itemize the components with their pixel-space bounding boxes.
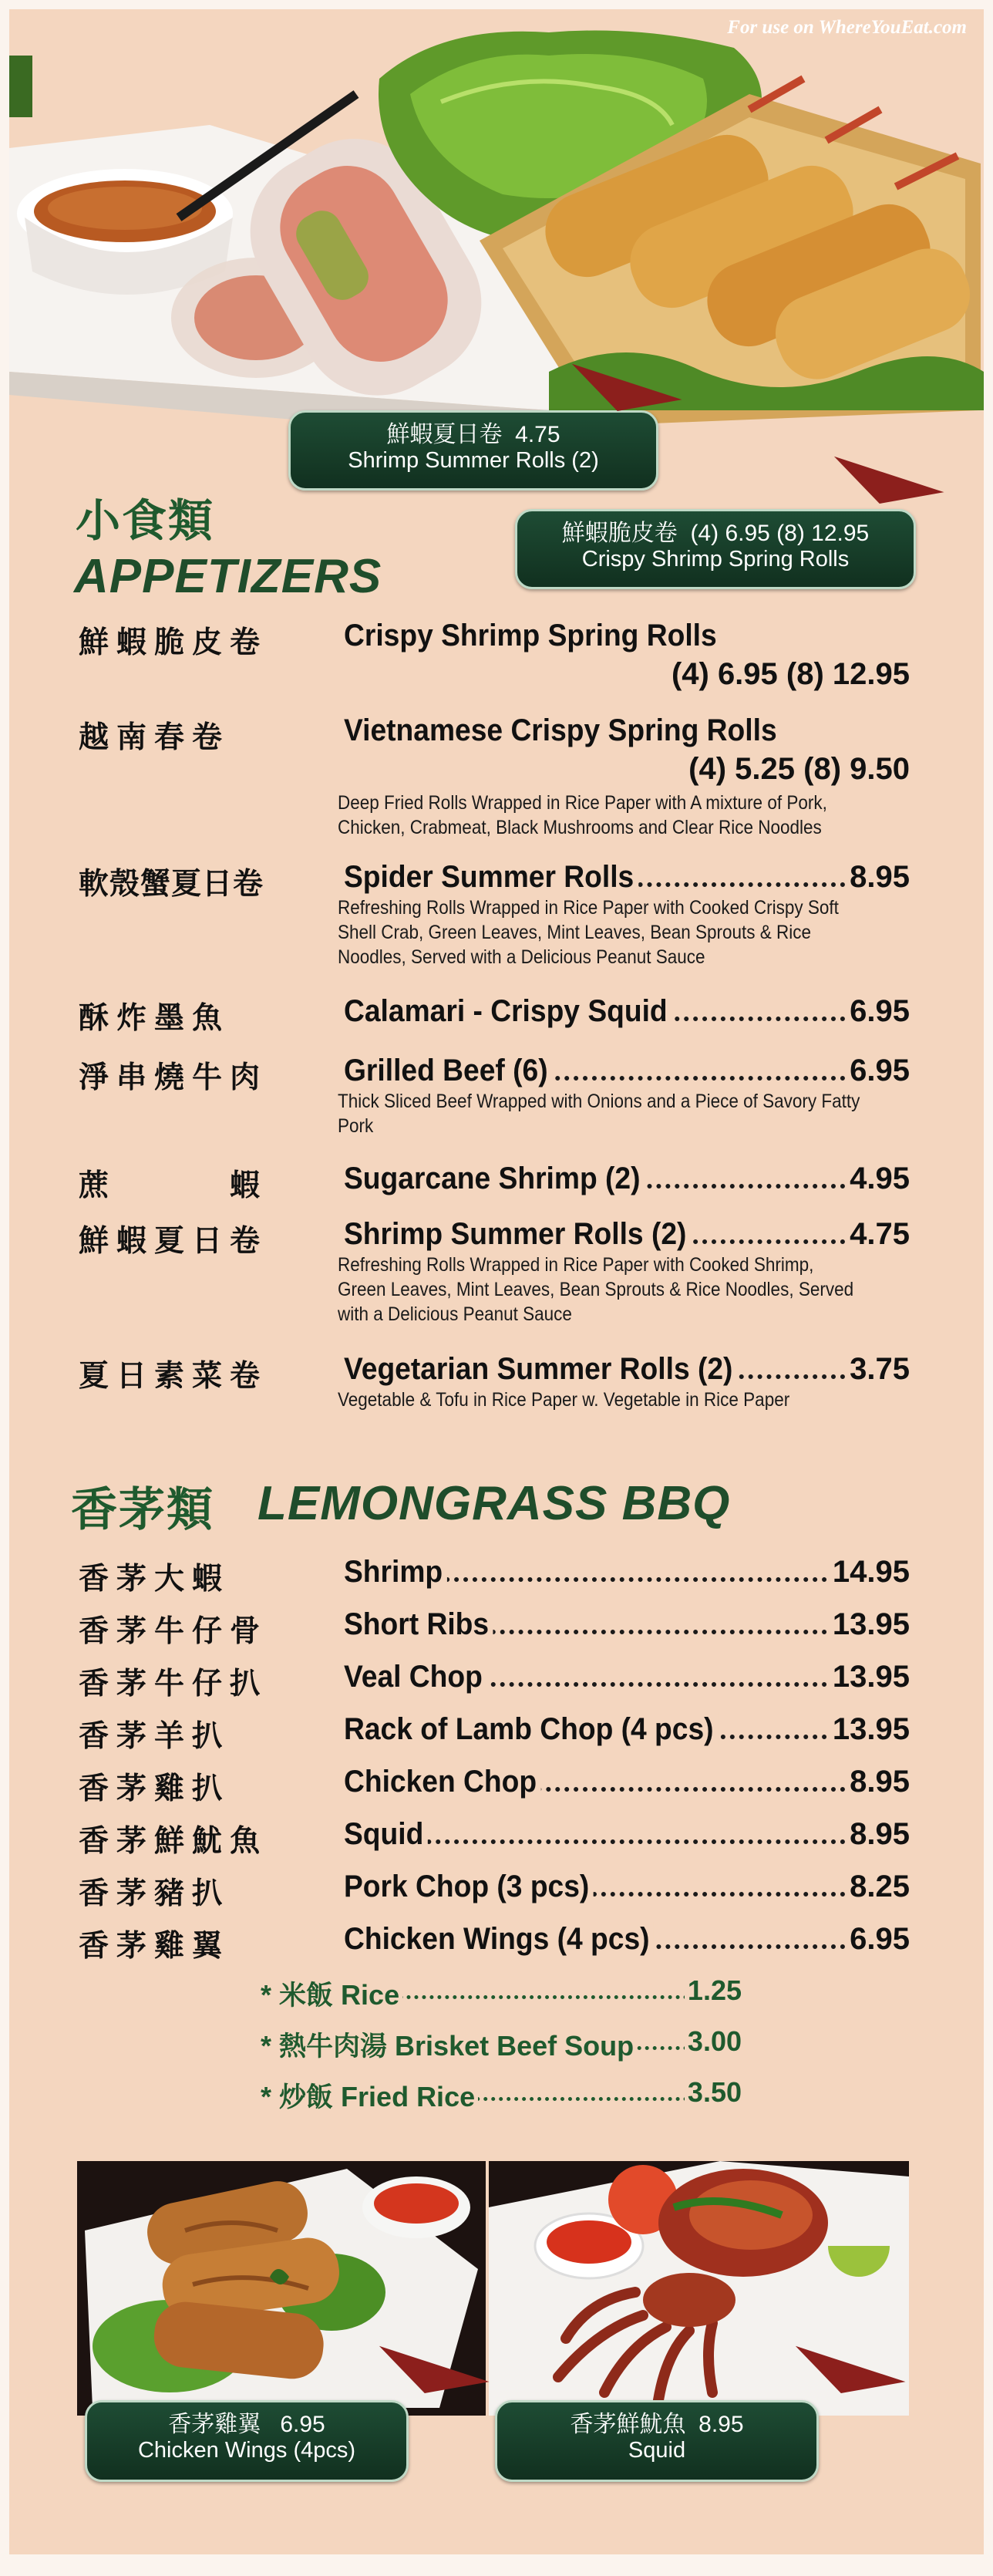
item-cn: 香茅大蝦 [79, 1562, 231, 1597]
item-name: Shrimp [344, 1555, 447, 1590]
item-cn: 鮮蝦脆皮卷 [79, 625, 268, 660]
item-price: 14.95 [828, 1555, 910, 1590]
item-cn: 酥炸墨魚 [79, 1001, 231, 1036]
label-price: 6.95 [280, 2412, 325, 2437]
item-price: 3.75 [845, 1352, 910, 1387]
side-cn: 炒飯 [279, 2082, 334, 2113]
item-description: Thick Sliced Beef Wrapped with Onions and a Piece of Savory Fatty Pork [338, 1091, 860, 1137]
photo-label-spring-rolls [515, 509, 916, 589]
item-price: 13.95 [828, 1712, 910, 1747]
item-price: 8.95 [845, 1765, 910, 1799]
item-price: 6.95 [845, 1922, 910, 1957]
lemongrass-title-cn: 香茅類 [71, 1483, 214, 1537]
item-cn: 軟殼蟹夏日卷 [79, 867, 264, 902]
photo-label-chicken-wings [85, 2400, 409, 2482]
item-name: Vegetarian Summer Rolls (2) [344, 1352, 737, 1387]
label-cn: 香茅鮮魷魚 [570, 2412, 686, 2437]
item-name: Crispy Shrimp Spring Rolls [344, 619, 721, 653]
watermark: For use on WhereYouEat.com [727, 17, 967, 38]
menu-page [9, 9, 984, 2554]
item-description: Deep Fried Rolls Wrapped in Rice Paper with A mixture of Pork, Chicken, Crabmeat, Black Mushrooms and Clear Rice Noodles [338, 792, 827, 838]
side-price: 3.00 [685, 2025, 742, 2058]
item-name: Calamari - Crispy Squid [344, 994, 672, 1029]
item-name: Chicken Chop [344, 1765, 541, 1799]
side-name: Fried Rice [341, 2081, 476, 2112]
side-item: * 米飯 Rice 1.25 [261, 1974, 742, 2011]
label-en: Chicken Wings (4pcs) [137, 2438, 356, 2463]
item-cn: 鮮蝦夏日卷 [79, 1224, 268, 1259]
item-price: 4.75 [845, 1217, 910, 1252]
item-cn: 香茅牛仔扒 [79, 1667, 268, 1701]
item-cn: 香茅豬扒 [79, 1876, 231, 1911]
label-price: 4.75 [515, 422, 560, 447]
side-item: * 熱牛肉湯 Brisket Beef Soup 3.00 [261, 2025, 742, 2062]
side-item: * 炒飯 Fried Rice 3.50 [261, 2076, 742, 2113]
appetizers-title-en: APPETIZERS [74, 550, 382, 603]
item-description: Vegetable & Tofu in Rice Paper w. Vegetable in Rice Paper [338, 1389, 790, 1411]
item-cn: 香茅牛仔骨 [79, 1614, 268, 1649]
item-price: (4) 5.25 (8) 9.50 [688, 752, 910, 786]
item-name: Sugarcane Shrimp (2) [344, 1162, 645, 1196]
label-cn: 鮮蝦脆皮卷 [561, 521, 678, 546]
item-cn: 夏日素菜卷 [79, 1359, 268, 1394]
item-price: 8.95 [845, 860, 910, 895]
side-price: 1.25 [685, 1974, 742, 2007]
item-cn: 越南春卷 [79, 720, 231, 755]
side-price: 3.50 [685, 2076, 742, 2109]
item-cn: 香茅雞翼 [79, 1929, 231, 1964]
item-price: (4) 6.95 (8) 12.95 [671, 657, 910, 691]
label-en: Squid [628, 2438, 686, 2463]
photo-label-squid [495, 2400, 819, 2482]
label-cn: 鮮蝦夏日卷 [386, 422, 503, 447]
label-price: 8.95 [698, 2412, 744, 2437]
item-cn: 香茅鮮魷魚 [79, 1824, 268, 1859]
item-name: Chicken Wings (4 pcs) [344, 1922, 654, 1957]
item-description: Refreshing Rolls Wrapped in Rice Paper with Cooked Shrimp, Green Leaves, Mint Leaves, Bean Sprouts & Rice Noodles, Served with a Delicious Peanut Sauce [338, 1254, 854, 1325]
side-cn: 熱牛肉湯 [279, 2031, 388, 2062]
side-name: Brisket Beef Soup [395, 2030, 635, 2062]
item-price: 13.95 [828, 1660, 910, 1694]
photo-label-summer-rolls [288, 410, 658, 491]
side-cn: 米飯 [279, 1981, 334, 2011]
lemongrass-title-en: LEMONGRASS BBQ [258, 1477, 731, 1530]
label-en: Crispy Shrimp Spring Rolls [581, 547, 850, 572]
appetizer-photo [9, 9, 984, 480]
item-price: 8.95 [845, 1817, 910, 1852]
item-name: Short Ribs [344, 1607, 493, 1642]
item-cn: 蔗 蝦 [79, 1168, 268, 1203]
item-price: 8.25 [845, 1870, 910, 1904]
item-name: Rack of Lamb Chop (4 pcs) [344, 1712, 718, 1747]
item-name: Shrimp Summer Rolls (2) [344, 1217, 691, 1252]
item-name: Vietnamese Crispy Spring Rolls [344, 713, 781, 748]
label-price: (4) 6.95 (8) 12.95 [690, 521, 870, 546]
item-name: Grilled Beef (6) [344, 1054, 552, 1088]
item-cn: 淨串燒牛肉 [79, 1060, 268, 1095]
side-name: Rice [341, 1979, 400, 2011]
item-price: 6.95 [845, 1054, 910, 1088]
item-name: Pork Chop (3 pcs) [344, 1870, 594, 1904]
item-price: 13.95 [828, 1607, 910, 1642]
item-price: 4.95 [845, 1162, 910, 1196]
item-name: Veal Chop [344, 1660, 486, 1694]
label-cn: 香茅雞翼 [168, 2412, 261, 2437]
item-name: Squid [344, 1817, 428, 1852]
item-name: Spider Summer Rolls [344, 860, 638, 895]
item-cn: 香茅雞扒 [79, 1772, 231, 1806]
appetizers-title-cn: 小食類 [76, 494, 215, 547]
label-en: Shrimp Summer Rolls (2) [348, 448, 599, 473]
item-price: 6.95 [845, 994, 910, 1029]
item-cn: 香茅羊扒 [79, 1719, 231, 1754]
leader-dots [344, 1839, 910, 1844]
item-description: Refreshing Rolls Wrapped in Rice Paper with Cooked Crispy Soft Shell Crab, Green Leaves, Mint Leaves, Bean Sprouts & Rice Noodles, Served with a Delicious Peanut Sauce [338, 897, 839, 968]
